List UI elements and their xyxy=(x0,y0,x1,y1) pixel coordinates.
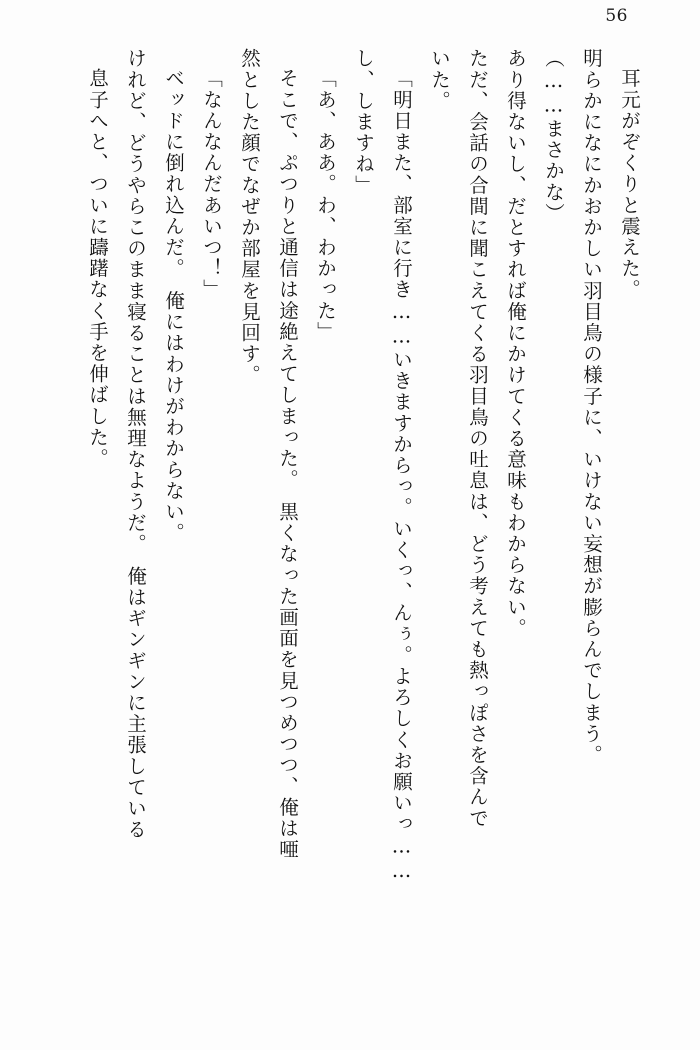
text-line: 耳元がぞくりと震えた。 xyxy=(618,68,641,301)
text-line: そこで、ぷつりと通信は途絶えてしまった。 黒くなった画面を見つめつつ、俺は唖 xyxy=(276,68,299,861)
text-line: 「あ、ああ。わ、わかった」 xyxy=(314,68,337,343)
text-line: （……まさかな） xyxy=(542,48,565,224)
page-number: 56 xyxy=(605,6,628,26)
text-line: ベッドに倒れ込んだ。 俺にはわけがわからない。 xyxy=(162,68,185,544)
text-line: 「明日また、部室に行き……いきますからっ。いくっ、んぅ。よろしくお願いっ…… xyxy=(390,68,413,884)
text-line: あり得ないし、だとすれば俺にかけてくる意味もわからない。 xyxy=(504,48,527,639)
text-line: ただ、会話の合間に聞こえてくる羽目鳥の吐息は、どう考えても熱っぽさを含んで xyxy=(466,48,489,829)
text-line: けれど、どうやらこのまま寝ることは無理なようだ。 俺はギンギンに主張している xyxy=(124,48,147,841)
text-line: 「なんなんだあいつ！」 xyxy=(200,68,223,301)
text-line: し、しますね」 xyxy=(352,48,375,196)
text-line: 明らかになにかおかしい羽目鳥の様子に、いけない妄想が膨らんでしまう。 xyxy=(580,48,603,766)
text-line: 息子へと、ついに躊躇なく手を伸ばした。 xyxy=(86,68,109,469)
text-line: いた。 xyxy=(428,48,451,112)
text-line: 然とした顔でなぜか部屋を見回す。 xyxy=(238,48,261,386)
vertical-text-body xyxy=(88,48,648,1010)
